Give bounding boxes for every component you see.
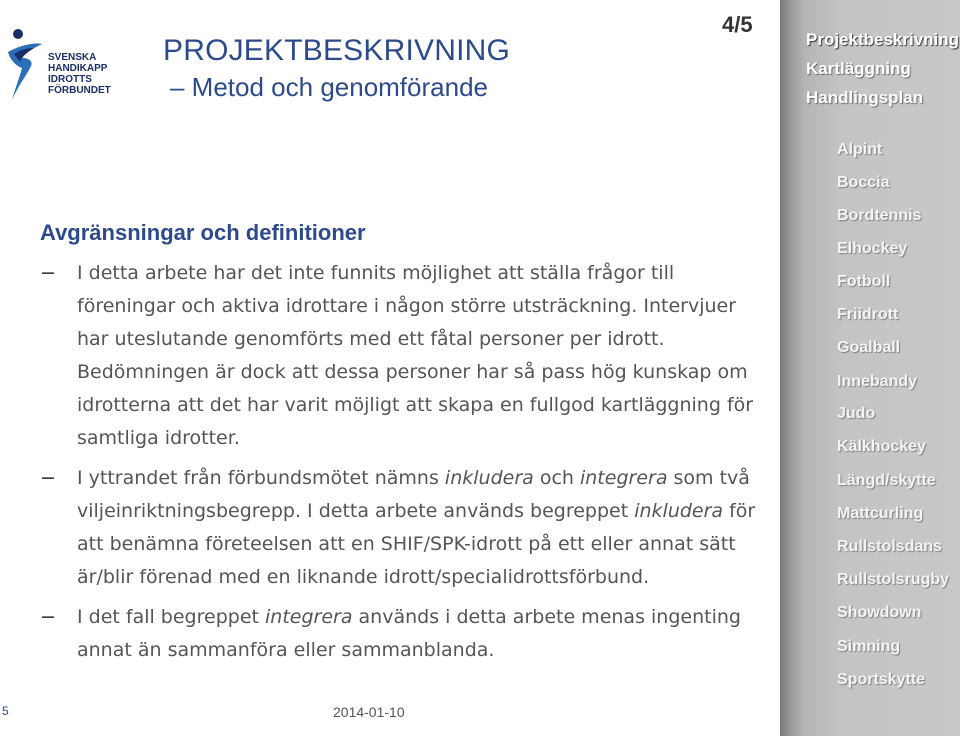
sidebar-sport-bordtennis[interactable]: Bordtennis (837, 207, 922, 224)
sidebar (780, 0, 960, 736)
bullet-item (40, 257, 760, 455)
nav-item-kartlaggning[interactable]: Kartläggning (806, 59, 911, 78)
sidebar-sport-boccia[interactable]: Boccia (837, 174, 890, 191)
page-subtitle: – Metod och genomförande (170, 72, 488, 102)
sidebar-sport-judo[interactable]: Judo (837, 405, 876, 422)
dash-icon: − (40, 467, 56, 489)
shif-logo (4, 24, 111, 104)
sidebar-sport-mattcurling[interactable]: Mattcurling (837, 505, 924, 522)
logo-wordmark: SVENSKA HANDIKAPP IDROTTS FÖRBUNDET (48, 52, 111, 96)
bullet-text: I detta arbete har det inte funnits möjlighet att ställa frågor till föreningar och aktiva idrottare i någon större utsträckning. Intervjuer har uteslutande genomförts med ett fåtal personer per idrott. Bedömningen är dock att dessa personer har så pass hög kunskap om idrotterna att det har varit möjligt att skapa en fullgod kartläggning för samtliga idrotter. (77, 262, 754, 449)
slide-number: 5 (2, 704, 9, 718)
page-indicator: 4/5 (722, 12, 753, 37)
dash-icon: − (40, 262, 56, 284)
sidebar-sport-simning[interactable]: Simning (837, 638, 901, 655)
bullet-list (40, 257, 760, 674)
dash-icon: − (40, 606, 56, 628)
page-title: PROJEKTBESKRIVNING (163, 34, 511, 67)
nav-item-projektbeskrivning[interactable]: Projektbeskrivning (806, 30, 960, 49)
sidebar-sport-langd-skytte[interactable]: Längd/skytte (837, 472, 936, 489)
bullet-text: I det fall begreppet integrera används i detta arbete menas ingenting annat än sammanföra eller sammanblanda. (77, 606, 741, 661)
sidebar-sport-rullstolsdans[interactable]: Rullstolsdans (837, 538, 942, 555)
nav-item-handlingsplan[interactable]: Handlingsplan (806, 88, 924, 107)
section-heading: Avgränsningar och definitioner (40, 220, 366, 245)
sidebar-sport-sportskytte[interactable]: Sportskytte (837, 671, 926, 688)
footer-date: 2014-01-10 (333, 704, 405, 720)
sidebar-sport-friidrott[interactable]: Friidrott (837, 306, 899, 323)
sidebar-sport-elhockey[interactable]: Elhockey (837, 240, 908, 257)
bullet-item (40, 601, 760, 667)
sidebar-sport-rullstolsrugby[interactable]: Rullstolsrugby (837, 571, 950, 588)
athlete-logo-icon (4, 24, 48, 106)
sidebar-sport-fotboll[interactable]: Fotboll (837, 273, 891, 290)
sidebar-sport-alpint[interactable]: Alpint (837, 141, 883, 158)
bullet-item (40, 462, 760, 594)
sidebar-sport-showdown[interactable]: Showdown (837, 604, 922, 621)
sidebar-sport-kalkhockey[interactable]: Kälkhockey (837, 438, 926, 455)
sidebar-sport-goalball[interactable]: Goalball (837, 339, 901, 356)
bullet-text: I yttrandet från förbundsmötet nämns inkludera och integrera som två viljeinriktningsbegrepp. I detta arbete används begreppet inkludera för att benämna företeelsen att en SHIF/SPK-idrott på ett eller annat sätt är/blir förenad med en liknande idrott/specialidrottsförbund. (77, 467, 756, 588)
sidebar-sport-innebandy[interactable]: Innebandy (837, 373, 918, 390)
